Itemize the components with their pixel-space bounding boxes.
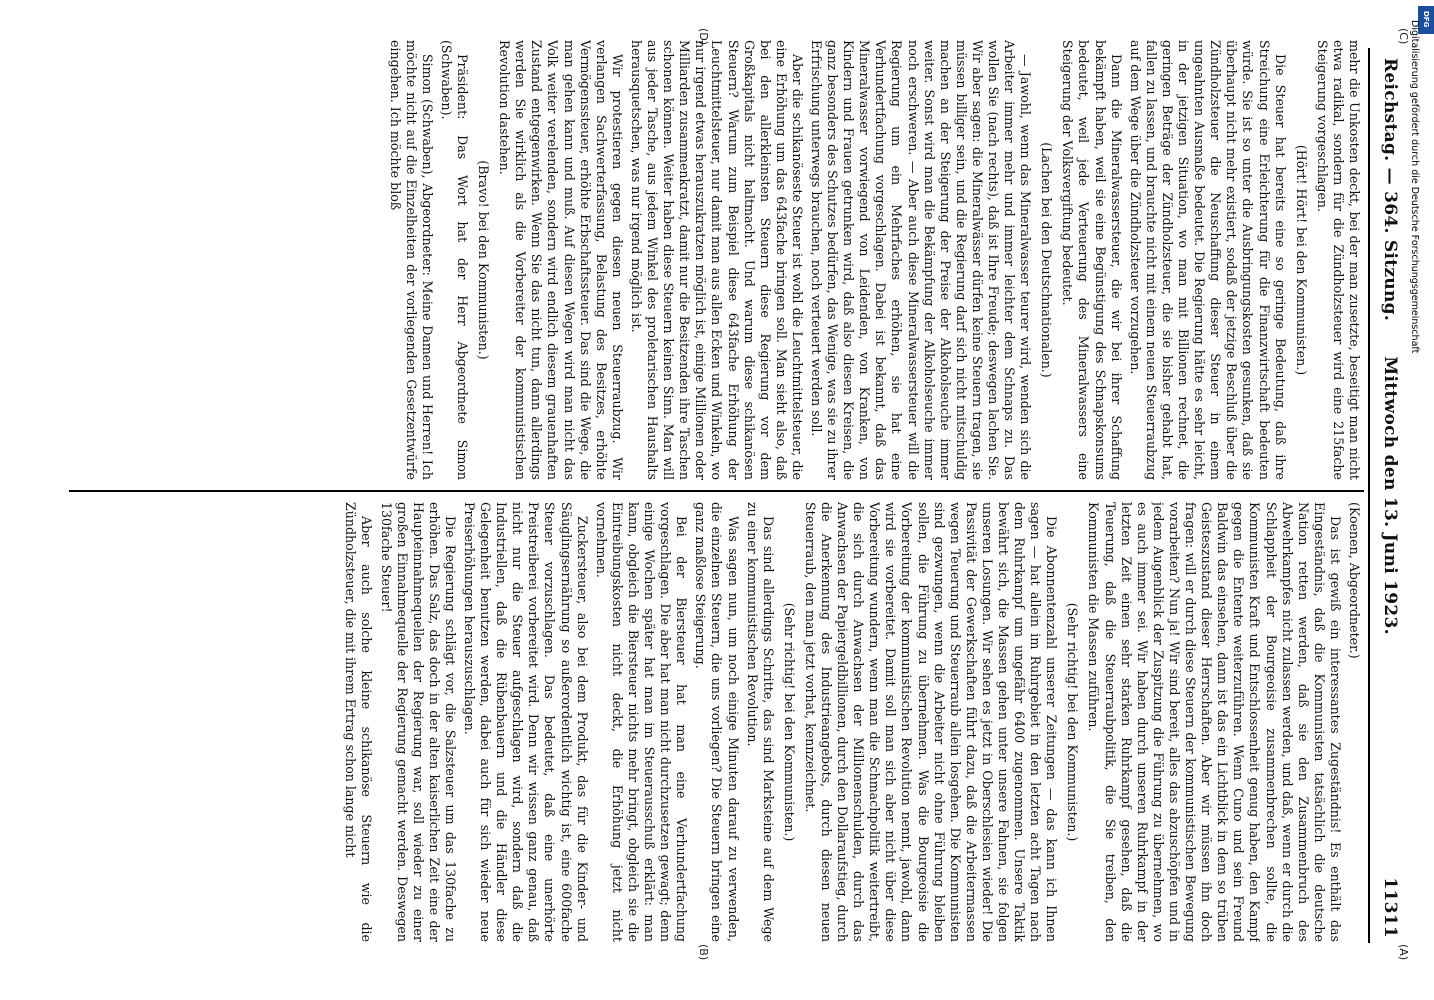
margin-mark-c: (C): [1397, 28, 1410, 45]
paragraph: Was sagen nun, um noch einige Minuten darauf zu verwenden, die einzelnen Steuern, die uns vorliegen? Die Steuern bringen eine ganz maßlose Steigerung.: [693, 502, 741, 942]
margin-mark-a: (A): [1397, 944, 1410, 961]
header-rule: [1368, 48, 1370, 943]
paragraph: Zuckersteuer, also bei dem Produkt, das für die Kinder- und Säuglingsernährung so außerordentlich wichtig ist, eine 600fache Steuer vorzuschlagen. Das bedeutet, daß eine unerhörte Preistreiberei vorbereitet wird. Denn wir wissen ganz genau, daß nicht nur die Steuer aufgeschlagen wird, sondern daß die Industriellen, daß die Rübenbauern und die Händler diese Gelegenheit benutzen werden, dabei auch für sich wieder neue Preiserhöhungen herauszuschlagen.: [462, 502, 590, 942]
header-left: Reichstag. — 364. Sitzung.: [1380, 58, 1400, 322]
interjection: (Lachen bei den Deutschnationalen.): [1039, 142, 1055, 378]
paragraph: — Jawohl, wenn das Mineralwasser teurer wird, wenden sich die Arbeiter immer mehr und immer leichter dem Schnaps zu. Das wollen Sie (nach rechts), daß ist Ihre Freude; deswegen lachen Sie. Wir aber sagen: die Mineralwässer dürfen keine Steuern tragen, sie müssen billiger sein, und die Regierung darf sich nicht mitschuldig machen an der Steigerung der Preise der Alkoholseuche immer weiter. Sonst wird man die Bekämpfung der Alkoholseuche immer noch erschweren. — Aber auch diese Mineralwassersteuer will die Regierung um ein Mehrfaches erhöhen, sie hat eine Verhundertfachung vorgeschlagen. Dabei ist bekannt, daß das Mineralwasser vorwiegend von Leidenden, von Kranken, von Kindern und Frauen getrunken wird, daß also diesen Kreisen, die ganz besonders des Schutzes bedürfen, das Wenige, was sie zu ihrer Erfrischung unterwegs brauchen, noch verteuert werden soll.: [809, 40, 1034, 480]
margin-mark-b: (B): [697, 944, 710, 961]
interjection: (Bravo! bei den Kommunisten.): [476, 160, 492, 360]
paragraph: Das ist gewiß ein interessantes Zugeständnis! Es enthält das Eingeständnis, daß die Kommunisten tatsächlich die deutsche Nation retten werden, daß sie den Zusammenbruch des Abwehrkampfes nicht zulassen werden, und daß, wenn er durch die Schlappheit der Bourgeoisie zusammenbrechen sollte, die Kommunisten Kraft und Entschlossenheit genug haben, den Kampf gegen die Entente weiterzuführen. Wenn Cuno und sein Freund Baldwin das einsehen, dann ist das ein Lichtblick in dem so trüben Geisteszustand dieser Herrschaften. Aber wir müssen ihn doch fragen: will er durch diese Steuern der kommunistischen Bewegung vorarbeiten? Nun ja! Wir sind bereit, alles das abzuschöpfen und in jedem Augenblick der Zuspitzung die Führung zu übernehmen, wo es auch immer sei. Wir haben durch unseren Ruhrkampf in der letzten Zeit einen sehr starken Ruhrkampf gesehen, daß die Teuerung, daß die Steuerraubpolitik, die Sie treiben, den Kommunisten die Massen zuführen.: [1086, 502, 1343, 942]
paragraph: Aber auch solche kleine schikanöse Steuern wie die Zündholzsteuer, die mit ihrem Ertrag schon lange nicht: [343, 502, 375, 942]
header-right: [1380, 356, 1400, 938]
paragraph: Die Abonnentenzahl unserer Zeitungen — das kann ich Ihnen sagen — hat allein im Ruhrgebiet in den letzten acht Tagen nach dem Ruhrkampf um ungefähr 6400 zugenommen. Unsere Taktik bewährt sich, die Massen gehen unter unsere Fahnen, sie folgen unseren Losungen. Wir sehen es jetzt in Oberschlesien wieder! Die Passivität der Gewerkschaften führt dazu, daß die Arbeitermassen wegen Teuerung und Steuerraub allein losgehen. Die Kommunisten sind gezwungen, wenn die Arbeiter nicht ohne Führung bleiben sollen, die Führung zu übernehmen. Was die Bourgeoisie die Vorbereitung der kommunistischen Revolution nennt, jawohl, dann wird sie vorbereitet. Damit soll man sich aber nicht über diese Vorbereitung wundern, wenn man die Schmachpolitik weitertreibt, die sich durch Anwachsen der Millionenschulden, durch das Anwachsen der Papiergeldbillionen, durch den Dollaraufstieg, durch die Anerkennung des Industrieangebots, durch diesen neuen Steuerraub, den man jetzt vorhat, kennzeichnet.: [802, 502, 1060, 942]
speaker-note: (Koenen, Abgeordneter.): [1347, 502, 1362, 659]
paragraph: Dann die Mineralwassersteuer, die wir bei ihrer Schaffung bekämpft haben, weil sie eine Begünstigung des Schnapskonsums bedeutet, weil jede Verteuerung des Mineralwassers eine Steigerung der Volksvergiftung bedeutet.: [1060, 40, 1124, 480]
header-date: Mittwoch den 13. Juni 1923.: [1380, 356, 1400, 635]
paragraph: Simon (Schwaben), Abgeordneter: Meine Damen und Herren! Ich möchte nicht auf die Einzelheiten der vorliegenden Gesetzentwürfe eingehen. Ich möchte bloß: [387, 40, 435, 480]
scanned-page: [49, 28, 1414, 990]
paragraph: mehr die Unkosten deckt, bei der man zusetzte, beseitigt man nicht etwa radikal, sondern für die Zündholzsteuer wird eine 215fache Steigerung vorgeschlagen.: [1314, 40, 1362, 480]
margin-mark-d: (D): [697, 28, 710, 46]
interjection: (Hört! Hört! bei den Kommunisten.): [1293, 144, 1309, 376]
page-header: [1374, 48, 1400, 938]
paragraph: Die Regierung schlägt vor, die Salzsteuer um das 130fache zu erhöhen. Das Salz, das doch in der alten kaiserlichen Zeit eine der Haupteinnahmequellen der Regierung war, soll wieder zu einer großen Einnahmequelle der Regierung gemacht werden. Deswegen 130fache Steuer!: [378, 502, 458, 942]
paragraph: Aber die schikanöseste Steuer ist wohl die Leuchtmittelsteuer, die eine Erhöhung um das 643fache bringen soll. Man sieht also, daß bei den allerkleinsten Steuern diese Regierung vor dem Großkapitals nicht haltmacht. Und warum diese schikanösen Steuern? Warum zum Beispiel diese 643fache Erhöhung der Leuchtmittelsteuer, nur damit man aus allen Ecken und Winkeln, wo nur irgend etwas herauszukratzen möglich ist, einige Millionen oder Milliarden zusammenkratzt, damit nur die Besitzenden ihre Taschen schonen können. Weiter haben diese Steuern keinen Sinn. Man will aus jeder Tasche, aus jedem Winkel des proletarischen Haushalts herausquetschen, was nur irgend möglich ist.: [628, 40, 805, 480]
rotated-page-content: [49, 28, 1414, 968]
dfg-logo: DFG: [1418, 6, 1434, 34]
digitization-credit: Digitalisierung gefördert durch die Deutsche Forschungsgemeinschaft: [1409, 20, 1420, 354]
column-right: [72, 40, 1362, 480]
paragraph: Das sind allerdings Schritte, das sind Marksteine auf dem Wege zu einer kommunistischen Revolution.: [744, 502, 776, 942]
column-left: [72, 502, 1362, 942]
paragraph: Präsident: Das Wort hat der Herr Abgeordnete Simon (Schwaben).: [438, 40, 471, 480]
paragraph: Die Steuer hat bereits eine so geringe Bedeutung, daß ihre Streichung eine Erleichterung für die Finanzwirtschaft bedeuten würde. Sie ist so unter die Ausbringungskosten gesunken, daß sie überhaupt nicht mehr existiert, sodaß der jetzige Beschluß über die Zündholzsteuer die Neuschaffung dieser Steuer in einem ungeahnten Ausmaße bedeutet. Die Regierung hätte es sehr leicht, in der jetzigen Situation, wo man mit Billionen rechnet, die geringen Beträge der Zündholzsteuer, die sie bisher gehabt hat, fallen zu lassen, und brauchte nicht mit einem neuen Steuerraubzug auf dem Wege über die Zündholzsteuer vorzugehen.: [1127, 40, 1288, 480]
interjection: (Sehr richtig! bei den Kommunisten.): [1065, 602, 1081, 842]
paragraph: Wir protestieren gegen diesen neuen Steuerraubzug. Wir verlangen Sachwerterfassung, Belastung des Besitzes, erhöhte Vermögenssteuer, erhöhte Erbschaftssteuer. Das sind die Wege, die man gehen kann und muß. Auf diesen Wegen wird man nicht das Volk weiter verelenden, sondern wird endlich diesem grauenhaften Zustand entgegenwirken. Wenn Sie das nicht tun, dann allerdings werden Sie wirklich als die Vorbereiter der kommunistischen Revolution dastehen.: [497, 40, 625, 480]
column-divider: [69, 490, 1364, 492]
page-number: 11311: [1380, 877, 1400, 938]
paragraph: Bei der Biersteuer hat man eine Verhundertfachung vorgeschlagen. Die aber hat man nicht durchzusetzen gewagt; denn einige Wochen später hat man im Steuerausschuß erklärt: man kann, obgleich die Biersteuer nichts mehr bringt, obgleich sie die Eintreibungskosten nicht deckt, die Erhöhung jetzt nicht vornehmen.: [593, 502, 690, 942]
interjection: (Sehr richtig! bei den Kommunisten.): [781, 602, 797, 842]
